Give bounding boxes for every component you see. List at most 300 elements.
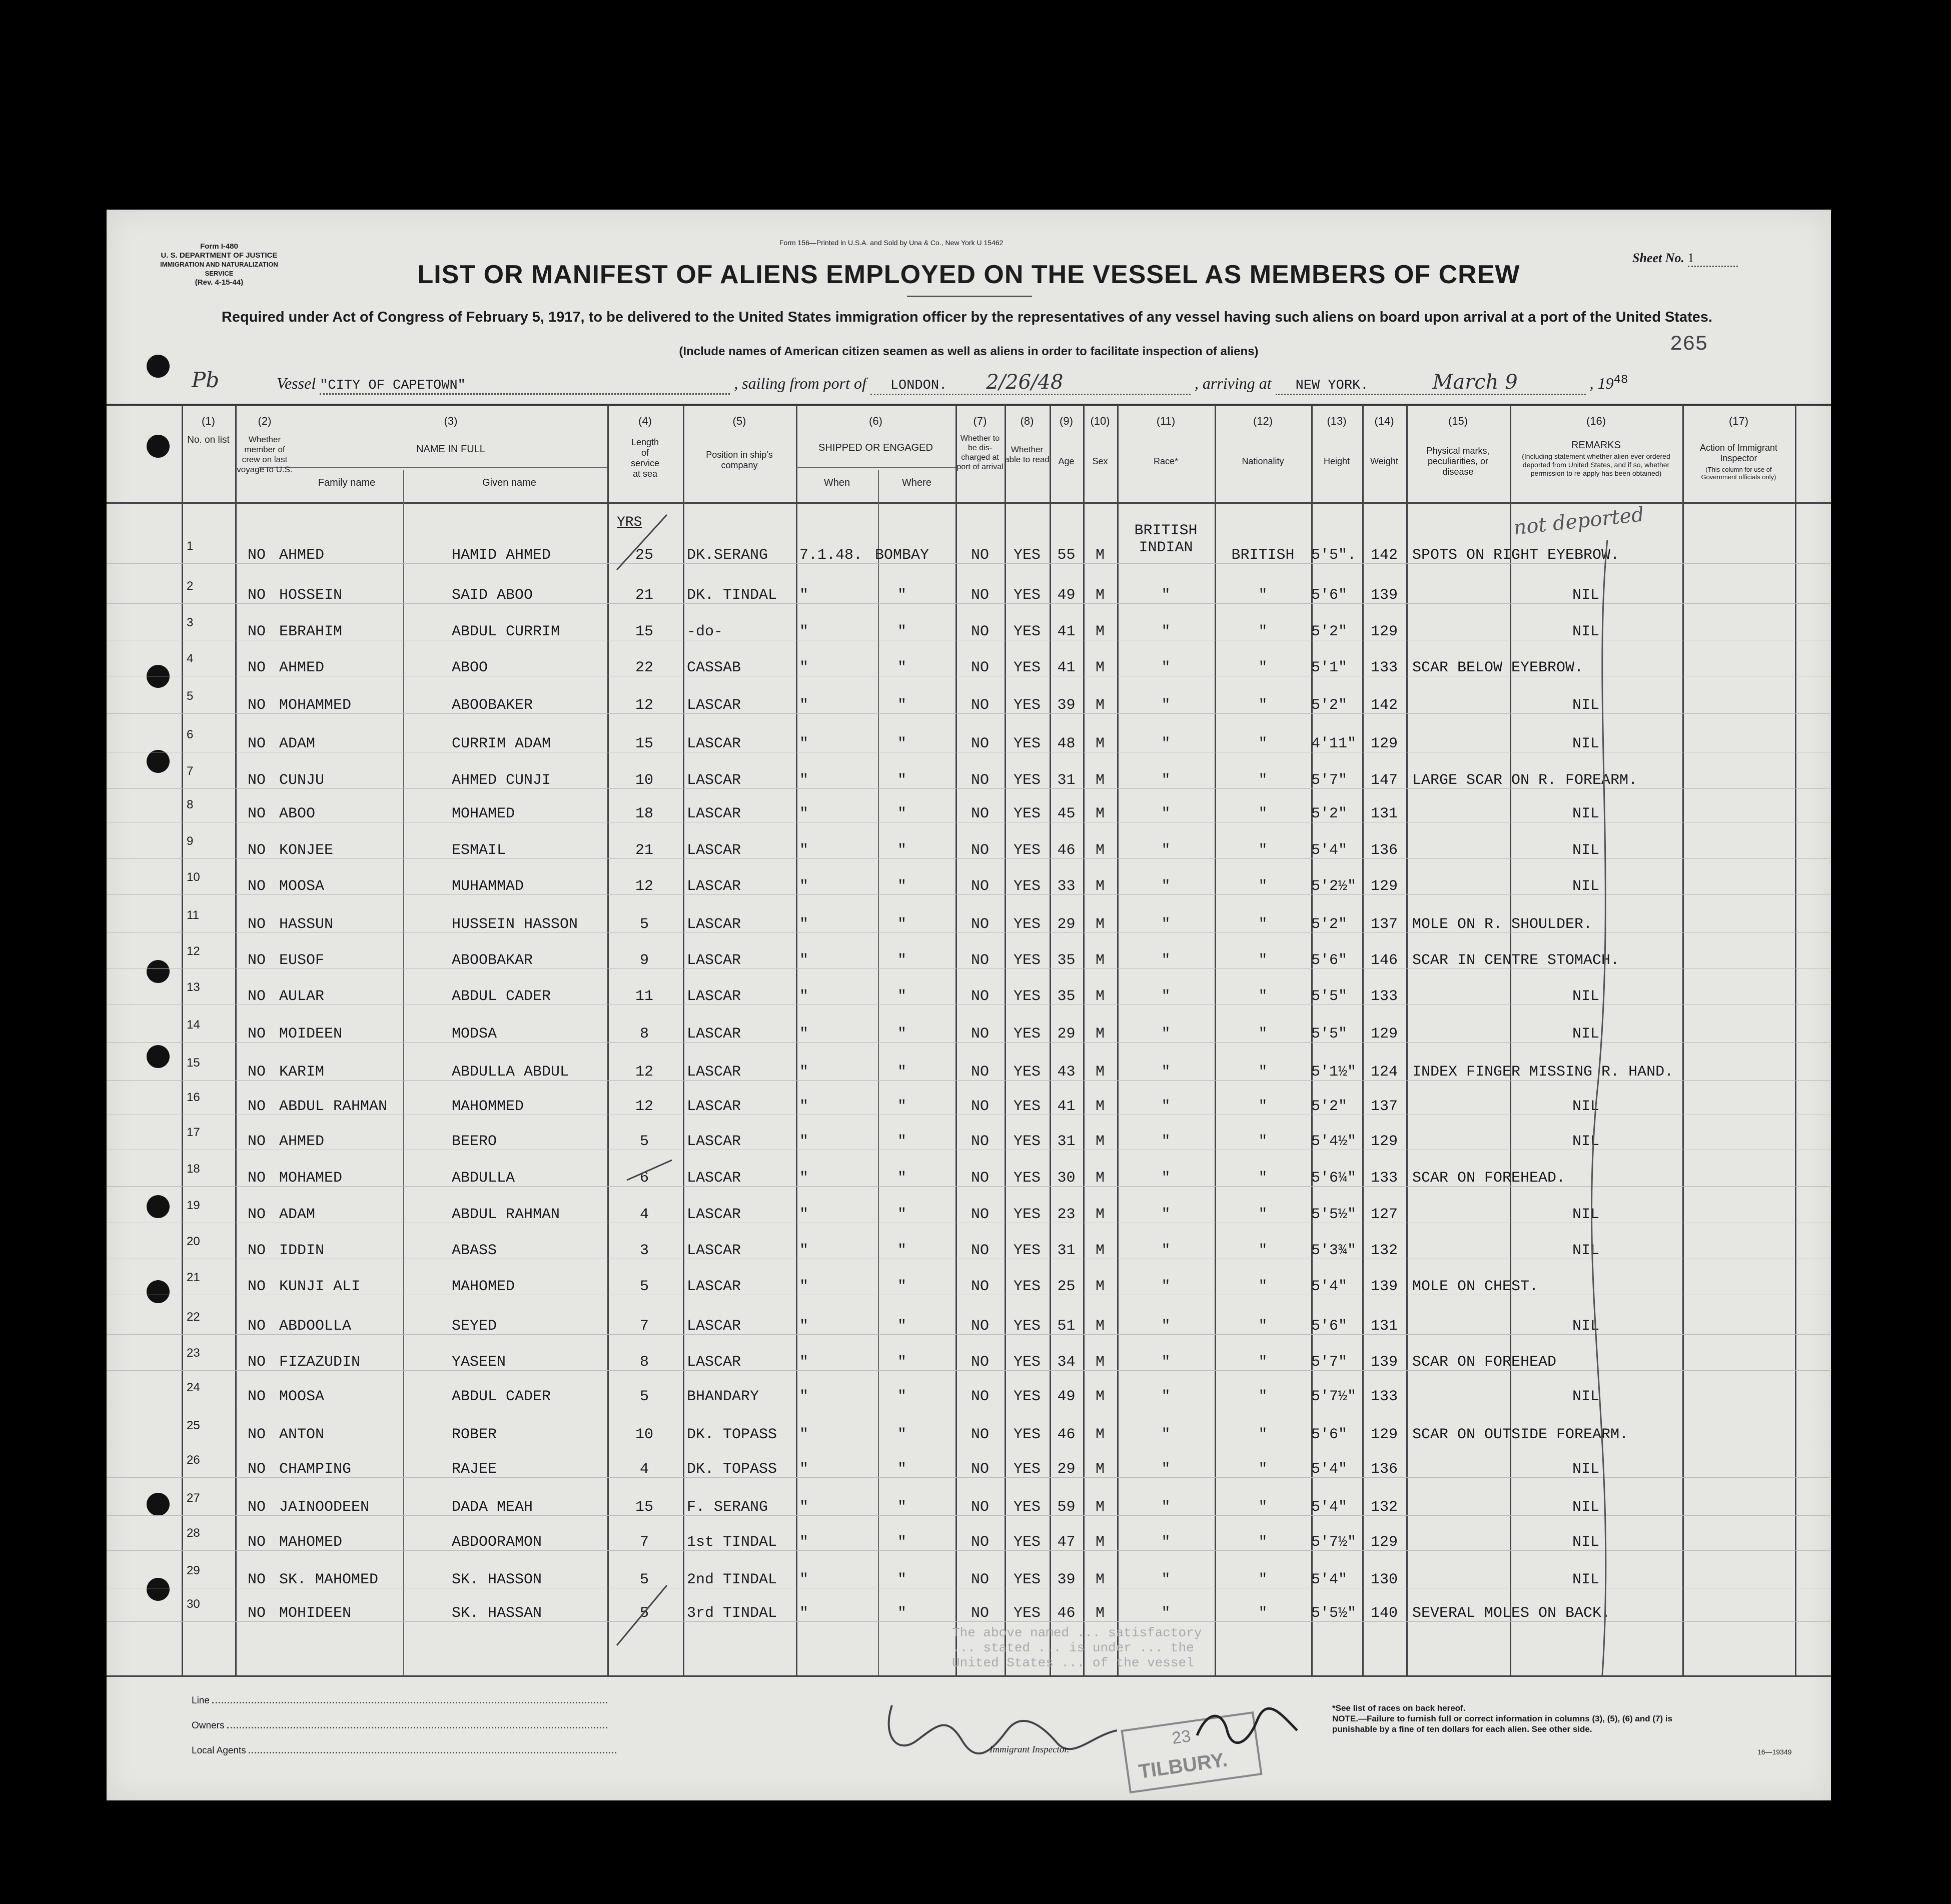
cell-position: LASCAR xyxy=(687,1170,741,1187)
cell-n: 18 xyxy=(187,1162,200,1176)
cell-age: 41 xyxy=(1057,659,1076,676)
cell-when: " xyxy=(799,623,809,640)
vessel-name: "CITY OF CAPETOWN" xyxy=(320,378,730,395)
table-row xyxy=(107,1451,1831,1487)
form-number: Form I-480 xyxy=(200,242,238,251)
cell-prev: NO xyxy=(247,1426,266,1443)
cell-n: 2 xyxy=(187,579,194,593)
cell-where: " xyxy=(897,1318,906,1335)
table-row xyxy=(107,1233,1831,1269)
cell-sex: M xyxy=(1095,1534,1105,1551)
cell-yrs: 8 xyxy=(639,1026,649,1043)
cell-prev: NO xyxy=(247,952,266,969)
table-top-rule xyxy=(107,404,1831,406)
cell-when: " xyxy=(799,1133,809,1150)
cell-sex: M xyxy=(1095,1242,1105,1259)
cell-given: ABDULLA xyxy=(452,1170,515,1187)
cell-position: 2nd TINDAL xyxy=(687,1571,777,1588)
remark-not-deported: not deported xyxy=(1512,503,1645,540)
cell-sex: M xyxy=(1095,1426,1105,1443)
cell-race: " xyxy=(1161,1098,1171,1115)
cell-position: LASCAR xyxy=(687,988,741,1005)
col-num-13: (13) xyxy=(1327,415,1347,427)
cell-disch: NO xyxy=(970,1354,989,1371)
cell-race: " xyxy=(1161,1426,1171,1443)
service-check-marks xyxy=(607,510,682,1650)
year: 48 xyxy=(1613,373,1628,387)
col-num-4: (4) xyxy=(638,415,652,427)
cell-n: 29 xyxy=(187,1564,200,1577)
vessel-line xyxy=(277,371,1628,395)
cell-where: " xyxy=(897,988,906,1005)
cell-n: 19 xyxy=(187,1199,200,1212)
cell-race: " xyxy=(1161,952,1171,969)
cell-read: YES xyxy=(1013,659,1041,676)
cell-wt: 139 xyxy=(1370,587,1398,604)
cell-n: 28 xyxy=(187,1526,200,1540)
cell-race: " xyxy=(1161,772,1171,789)
cell-disch: NO xyxy=(970,1499,989,1516)
cell-prev: NO xyxy=(247,697,266,714)
cell-where: " xyxy=(897,1571,906,1588)
cell-n: 25 xyxy=(187,1419,200,1432)
cell-position: LASCAR xyxy=(687,952,741,969)
cell-where: " xyxy=(897,1461,906,1478)
cell-ht: 5'6¼" xyxy=(1311,1170,1357,1187)
cell-position: LASCAR xyxy=(687,697,741,714)
cell-where: " xyxy=(897,1388,906,1405)
table-row xyxy=(107,796,1831,832)
col-num-15: (15) xyxy=(1448,415,1468,427)
cell-when: " xyxy=(799,805,809,822)
cell-n: 12 xyxy=(187,944,200,958)
cell-read: YES xyxy=(1013,1278,1041,1295)
cell-yrs: 25 xyxy=(635,547,653,564)
cell-position: LASCAR xyxy=(687,878,741,895)
cell-read: YES xyxy=(1013,842,1041,859)
cell-age: 45 xyxy=(1057,805,1076,822)
cell-wt: 137 xyxy=(1370,916,1398,933)
cell-sex: M xyxy=(1095,1461,1105,1478)
cell-n: 13 xyxy=(187,981,200,994)
cell-yrs: 11 xyxy=(635,988,653,1005)
footer-agents-blank xyxy=(249,1752,616,1753)
cell-race: " xyxy=(1161,1242,1171,1259)
cell-given: ESMAIL xyxy=(452,842,506,859)
cell-disch: NO xyxy=(970,1133,989,1150)
cell-given: ABDUL CADER xyxy=(452,988,551,1005)
cell-family: IDDIN xyxy=(279,1242,325,1259)
cell-position: 3rd TINDAL xyxy=(687,1605,777,1622)
cell-family: ABDUL RAHMAN xyxy=(279,1098,388,1115)
arrival-field xyxy=(1276,371,1586,395)
cell-sex: M xyxy=(1095,1133,1105,1150)
cell-age: 31 xyxy=(1057,772,1076,789)
cell-disch: NO xyxy=(970,1026,989,1043)
head-weight: Weight xyxy=(1370,456,1398,466)
cell-ht: 5'6" xyxy=(1311,1426,1348,1443)
cell-yrs: 15 xyxy=(635,623,653,640)
cell-yrs: 12 xyxy=(635,1064,653,1081)
cell-read: YES xyxy=(1013,547,1041,564)
cell-disch: NO xyxy=(970,1278,989,1295)
cell-read: YES xyxy=(1013,878,1041,895)
cell-sex: M xyxy=(1095,772,1105,789)
cell-wt: 139 xyxy=(1370,1354,1398,1371)
cell-wt: 124 xyxy=(1370,1064,1398,1081)
cell-position: 1st TINDAL xyxy=(687,1534,777,1551)
cell-marks: NIL xyxy=(1572,1133,1600,1150)
cell-marks: NIL xyxy=(1572,587,1600,604)
cell-position: LASCAR xyxy=(687,916,741,933)
cell-sex: M xyxy=(1095,952,1105,969)
table-row xyxy=(107,1160,1831,1196)
cell-family: FIZAZUDIN xyxy=(279,1354,361,1371)
cell-where: " xyxy=(897,772,906,789)
cell-read: YES xyxy=(1013,916,1041,933)
table-row xyxy=(107,1417,1831,1453)
note-label: NOTE. xyxy=(1332,1714,1358,1723)
cell-family: HOSSEIN xyxy=(279,587,343,604)
cell-prev: NO xyxy=(247,988,266,1005)
cell-given: MAHOMED xyxy=(452,1278,515,1295)
cell-family: CHAMPING xyxy=(279,1461,352,1478)
cell-family: ADAM xyxy=(279,1206,316,1223)
table-row xyxy=(107,832,1831,868)
cell-n: 27 xyxy=(187,1491,200,1505)
cell-read: YES xyxy=(1013,1354,1041,1371)
cell-wt: 147 xyxy=(1370,772,1398,789)
cell-position: DK. TOPASS xyxy=(687,1426,777,1443)
cell-n: 8 xyxy=(187,798,194,811)
cell-given: MAHOMMED xyxy=(452,1098,524,1115)
arriving-label: , arriving at xyxy=(1194,374,1272,392)
cell-ht: 5'7½" xyxy=(1311,1388,1357,1405)
cell-when: " xyxy=(799,587,809,604)
cell-prev: NO xyxy=(247,1571,266,1588)
page-number: 265 xyxy=(1670,332,1708,356)
cell-nat: " xyxy=(1258,1026,1268,1043)
cell-given: DADA MEAH xyxy=(452,1499,533,1516)
vessel-label: Vessel xyxy=(277,374,316,392)
cell-race: " xyxy=(1161,805,1171,822)
cell-age: 29 xyxy=(1057,916,1076,933)
cell-given: YASEEN xyxy=(452,1354,506,1371)
head-action-note: (This column for use of Government officials only) xyxy=(1701,466,1776,481)
cell-n: 14 xyxy=(187,1018,200,1032)
cell-ht: 5'4" xyxy=(1311,1461,1348,1478)
year-prefix: , 19 xyxy=(1589,374,1614,392)
cell-when: " xyxy=(799,1098,809,1115)
cell-when: " xyxy=(799,735,809,752)
cell-family: MOHAMMED xyxy=(279,697,352,714)
cell-marks: NIL xyxy=(1572,1388,1600,1405)
cell-prev: NO xyxy=(247,1026,266,1043)
punch-hole xyxy=(147,435,170,458)
head-able-read: Whether able to read xyxy=(1005,445,1050,464)
inspector-label: Immigrant Inspector. xyxy=(990,1744,1070,1755)
fine-note xyxy=(1332,1713,1707,1734)
cell-disch: NO xyxy=(970,842,989,859)
cell-position: F. SERANG xyxy=(687,1499,768,1516)
cell-nat: " xyxy=(1258,1206,1268,1223)
cell-when: " xyxy=(799,697,809,714)
cell-wt: 136 xyxy=(1370,1461,1398,1478)
cell-given: BEERO xyxy=(452,1133,497,1150)
cell-prev: NO xyxy=(247,1534,266,1551)
cell-nat: " xyxy=(1258,988,1268,1005)
cell-read: YES xyxy=(1013,623,1041,640)
cell-prev: NO xyxy=(247,1242,266,1259)
cell-sex: M xyxy=(1095,697,1105,714)
cell-disch: NO xyxy=(970,772,989,789)
cell-read: YES xyxy=(1013,805,1041,822)
head-remarks-note: (Including statement whether alien ever ordered deported from United States, and if so, whether permission to re-apply has been obtained) xyxy=(1522,452,1670,477)
form-code: 16—19349 xyxy=(1757,1748,1792,1756)
cell-yrs: 5 xyxy=(639,1388,649,1405)
cell-given: ABOO xyxy=(452,659,488,676)
col-num-17: (17) xyxy=(1728,415,1749,427)
cell-family: ABDOOLLA xyxy=(279,1318,352,1335)
cell-when: " xyxy=(799,1026,809,1043)
cell-yrs: 15 xyxy=(635,1499,653,1516)
cell-when: " xyxy=(799,1278,809,1295)
cell-race: " xyxy=(1161,623,1171,640)
cell-read: YES xyxy=(1013,1461,1041,1478)
cell-prev: NO xyxy=(247,878,266,895)
cell-wt: 139 xyxy=(1370,1278,1398,1295)
cell-sex: M xyxy=(1095,1170,1105,1187)
cell-yrs: 7 xyxy=(639,1318,649,1335)
cell-ht: 4'11" xyxy=(1311,735,1357,752)
table-row xyxy=(107,1124,1831,1160)
head-action: Action of Immigrant Inspector xyxy=(1699,443,1778,463)
cell-age: 43 xyxy=(1057,1064,1076,1081)
cell-family: AHMED xyxy=(279,1133,325,1150)
cell-race: " xyxy=(1161,842,1171,859)
cell-wt: 136 xyxy=(1370,842,1398,859)
cell-yrs: 22 xyxy=(635,659,653,676)
cell-prev: NO xyxy=(247,1388,266,1405)
cell-nat: " xyxy=(1258,878,1268,895)
race-note: *See list of races on back hereof. xyxy=(1332,1703,1466,1713)
cell-position: LASCAR xyxy=(687,1064,741,1081)
footer-notes xyxy=(1332,1703,1707,1734)
cell-wt: 129 xyxy=(1370,1026,1398,1043)
table-row xyxy=(107,979,1831,1015)
cell-ht: 5'5½" xyxy=(1311,1605,1357,1622)
cell-family: AHMED xyxy=(279,547,325,564)
manifest-title: LIST OR MANIFEST OF ALIENS EMPLOYED ON THE VESSEL AS MEMBERS OF CREW xyxy=(417,260,1520,289)
cell-position: LASCAR xyxy=(687,842,741,859)
table-row xyxy=(107,1197,1831,1233)
cell-n: 23 xyxy=(187,1346,200,1360)
officer-signature xyxy=(1187,1700,1317,1755)
cell-marks: SCAR BELOW EYEBROW. xyxy=(1412,659,1584,676)
cell-age: 31 xyxy=(1057,1242,1076,1259)
sheet-label: Sheet No. xyxy=(1632,251,1684,265)
cell-yrs: 12 xyxy=(635,1098,653,1115)
cell-when: " xyxy=(799,842,809,859)
col-num-10: (10) xyxy=(1090,415,1110,427)
cell-where: " xyxy=(897,587,906,604)
footer-owners-blank xyxy=(227,1727,607,1728)
cell-n: 15 xyxy=(187,1056,200,1070)
table-row xyxy=(107,1344,1831,1380)
cell-family: MOIDEEN xyxy=(279,1026,343,1043)
cell-marks: NIL xyxy=(1572,1571,1600,1588)
cell-nat: " xyxy=(1258,1605,1268,1622)
table-bottom-rule xyxy=(107,1675,1831,1677)
cell-given: ABOOBAKAR xyxy=(452,952,533,969)
cell-given: HAMID AHMED xyxy=(452,547,551,564)
table-row xyxy=(107,687,1831,723)
cell-where: " xyxy=(897,1133,906,1150)
cell-sex: M xyxy=(1095,842,1105,859)
cell-disch: NO xyxy=(970,1318,989,1335)
cell-race: " xyxy=(1161,697,1171,714)
cell-marks: NIL xyxy=(1572,1318,1600,1335)
cell-yrs: 12 xyxy=(635,878,653,895)
cell-marks: NIL xyxy=(1572,697,1600,714)
head-no-on-list: No. on list xyxy=(187,435,230,445)
cell-when: " xyxy=(799,772,809,789)
cell-prev: NO xyxy=(247,1354,266,1371)
cell-given: ABDUL CURRIM xyxy=(452,623,560,640)
requirement-text: Required under Act of Congress of February 5, 1917, to be delivered to the United States immigration officer by the representatives of any vessel having such aliens on board upon arrival at a port of the United States. xyxy=(221,309,1713,325)
cell-given: ABOOBAKER xyxy=(452,697,533,714)
table-row xyxy=(107,762,1831,798)
sheet-number: 1 xyxy=(1688,251,1738,267)
cell-marks: SCAR ON OUTSIDE FOREARM. xyxy=(1412,1426,1629,1443)
cell-given: AHMED CUNJI xyxy=(452,772,551,789)
cell-marks: NIL xyxy=(1572,623,1600,640)
cell-disch: NO xyxy=(970,1426,989,1443)
margin-mark: Pb xyxy=(192,368,220,392)
cell-sex: M xyxy=(1095,547,1105,564)
head-sex: Sex xyxy=(1092,456,1108,466)
cell-position: -do- xyxy=(687,623,723,640)
table-row xyxy=(107,726,1831,762)
cell-age: 30 xyxy=(1057,1170,1076,1187)
cell-prev: NO xyxy=(247,587,266,604)
col-num-16: (16) xyxy=(1586,415,1606,427)
cell-given: HUSSEIN HASSON xyxy=(452,916,578,933)
table-row xyxy=(107,1379,1831,1415)
cell-family: ABOO xyxy=(279,805,316,822)
cell-given: MUHAMMAD xyxy=(452,878,524,895)
sailing-label: , sailing from port of xyxy=(734,374,866,392)
cell-n: 4 xyxy=(187,652,194,665)
cell-where: " xyxy=(897,1354,906,1371)
cell-marks: NIL xyxy=(1572,842,1600,859)
cell-yrs: 10 xyxy=(635,1426,653,1443)
head-position: Position in ship's company xyxy=(706,450,773,470)
footer-agents-label: Local Agents xyxy=(192,1745,246,1756)
cell-read: YES xyxy=(1013,1133,1041,1150)
cell-disch: NO xyxy=(970,697,989,714)
cell-given: SAID ABOO xyxy=(452,587,533,604)
cell-family: EBRAHIM xyxy=(279,623,343,640)
name-subhead-rule xyxy=(259,467,607,468)
cell-read: YES xyxy=(1013,1571,1041,1588)
cell-ht: 5'3¾" xyxy=(1311,1242,1357,1259)
cell-age: 33 xyxy=(1057,878,1076,895)
cell-ht: 5'5½" xyxy=(1311,1206,1357,1223)
cell-read: YES xyxy=(1013,1098,1041,1115)
cell-sex: M xyxy=(1095,878,1105,895)
cell-sex: M xyxy=(1095,1499,1105,1516)
cell-family: MOHIDEEN xyxy=(279,1605,352,1622)
cell-sex: M xyxy=(1095,1278,1105,1295)
cell-yrs: 8 xyxy=(639,1354,649,1371)
cell-age: 55 xyxy=(1057,547,1076,564)
cell-read: YES xyxy=(1013,697,1041,714)
cell-race: " xyxy=(1161,1605,1171,1622)
cell-family: ADAM xyxy=(279,735,316,752)
arrival-port: NEW YORK. xyxy=(1295,378,1369,393)
head-length-service: Length of service at sea xyxy=(630,437,659,479)
table-row xyxy=(107,1089,1831,1125)
cell-yrs: 5 xyxy=(639,1605,649,1622)
cell-when: " xyxy=(799,1064,809,1081)
cell-nat: " xyxy=(1258,805,1268,822)
cell-position: DK. TINDAL xyxy=(687,587,777,604)
cell-family: MOOSA xyxy=(279,878,325,895)
table-header-rule xyxy=(107,502,1831,504)
cell-marks: NIL xyxy=(1572,878,1600,895)
title-underline xyxy=(907,296,1032,297)
cell-ht: 5'6" xyxy=(1311,1318,1348,1335)
service: IMMIGRATION AND NATURALIZATION SERVICE xyxy=(160,261,278,277)
cell-race: " xyxy=(1161,1318,1171,1335)
cell-age: 46 xyxy=(1057,1426,1076,1443)
cell-age: 29 xyxy=(1057,1461,1076,1478)
cell-position: LASCAR xyxy=(687,1026,741,1043)
cell-wt: 137 xyxy=(1370,1098,1398,1115)
cell-marks: NIL xyxy=(1572,1206,1600,1223)
department: U. S. DEPARTMENT OF JUSTICE xyxy=(161,251,278,260)
cell-read: YES xyxy=(1013,1242,1041,1259)
cell-sex: M xyxy=(1095,988,1105,1005)
cell-yrs: 3 xyxy=(639,1242,649,1259)
cell-given: RAJEE xyxy=(452,1461,497,1478)
footer-agents-field xyxy=(192,1745,616,1756)
cell-age: 25 xyxy=(1057,1278,1076,1295)
cell-disch: NO xyxy=(970,1388,989,1405)
cell-prev: NO xyxy=(247,547,266,564)
cell-when: " xyxy=(799,1461,809,1478)
include-note: (Include names of American citizen seamen as well as aliens in order to facilitate inspection of aliens) xyxy=(679,345,1259,358)
cell-race: " xyxy=(1161,659,1171,676)
cell-ht: 5'4" xyxy=(1311,842,1348,859)
cell-ht: 5'2" xyxy=(1311,805,1348,822)
cell-position: CASSAB xyxy=(687,659,741,676)
cell-where: " xyxy=(897,1064,906,1081)
cell-marks: NIL xyxy=(1572,1499,1600,1516)
cell-nat: BRITISH xyxy=(1231,547,1295,564)
cell-sex: M xyxy=(1095,805,1105,822)
cell-when: " xyxy=(799,659,809,676)
head-nationality: Nationality xyxy=(1242,456,1284,466)
cell-position: LASCAR xyxy=(687,735,741,752)
table-row xyxy=(107,906,1831,942)
cell-family: JAINOODEEN xyxy=(279,1499,370,1516)
cell-nat: " xyxy=(1258,1242,1268,1259)
cell-position: DK.SERANG xyxy=(687,547,768,564)
cell-given: ABASS xyxy=(452,1242,497,1259)
head-discharged: Whether to be dis-charged at port of arrival xyxy=(956,434,1004,471)
